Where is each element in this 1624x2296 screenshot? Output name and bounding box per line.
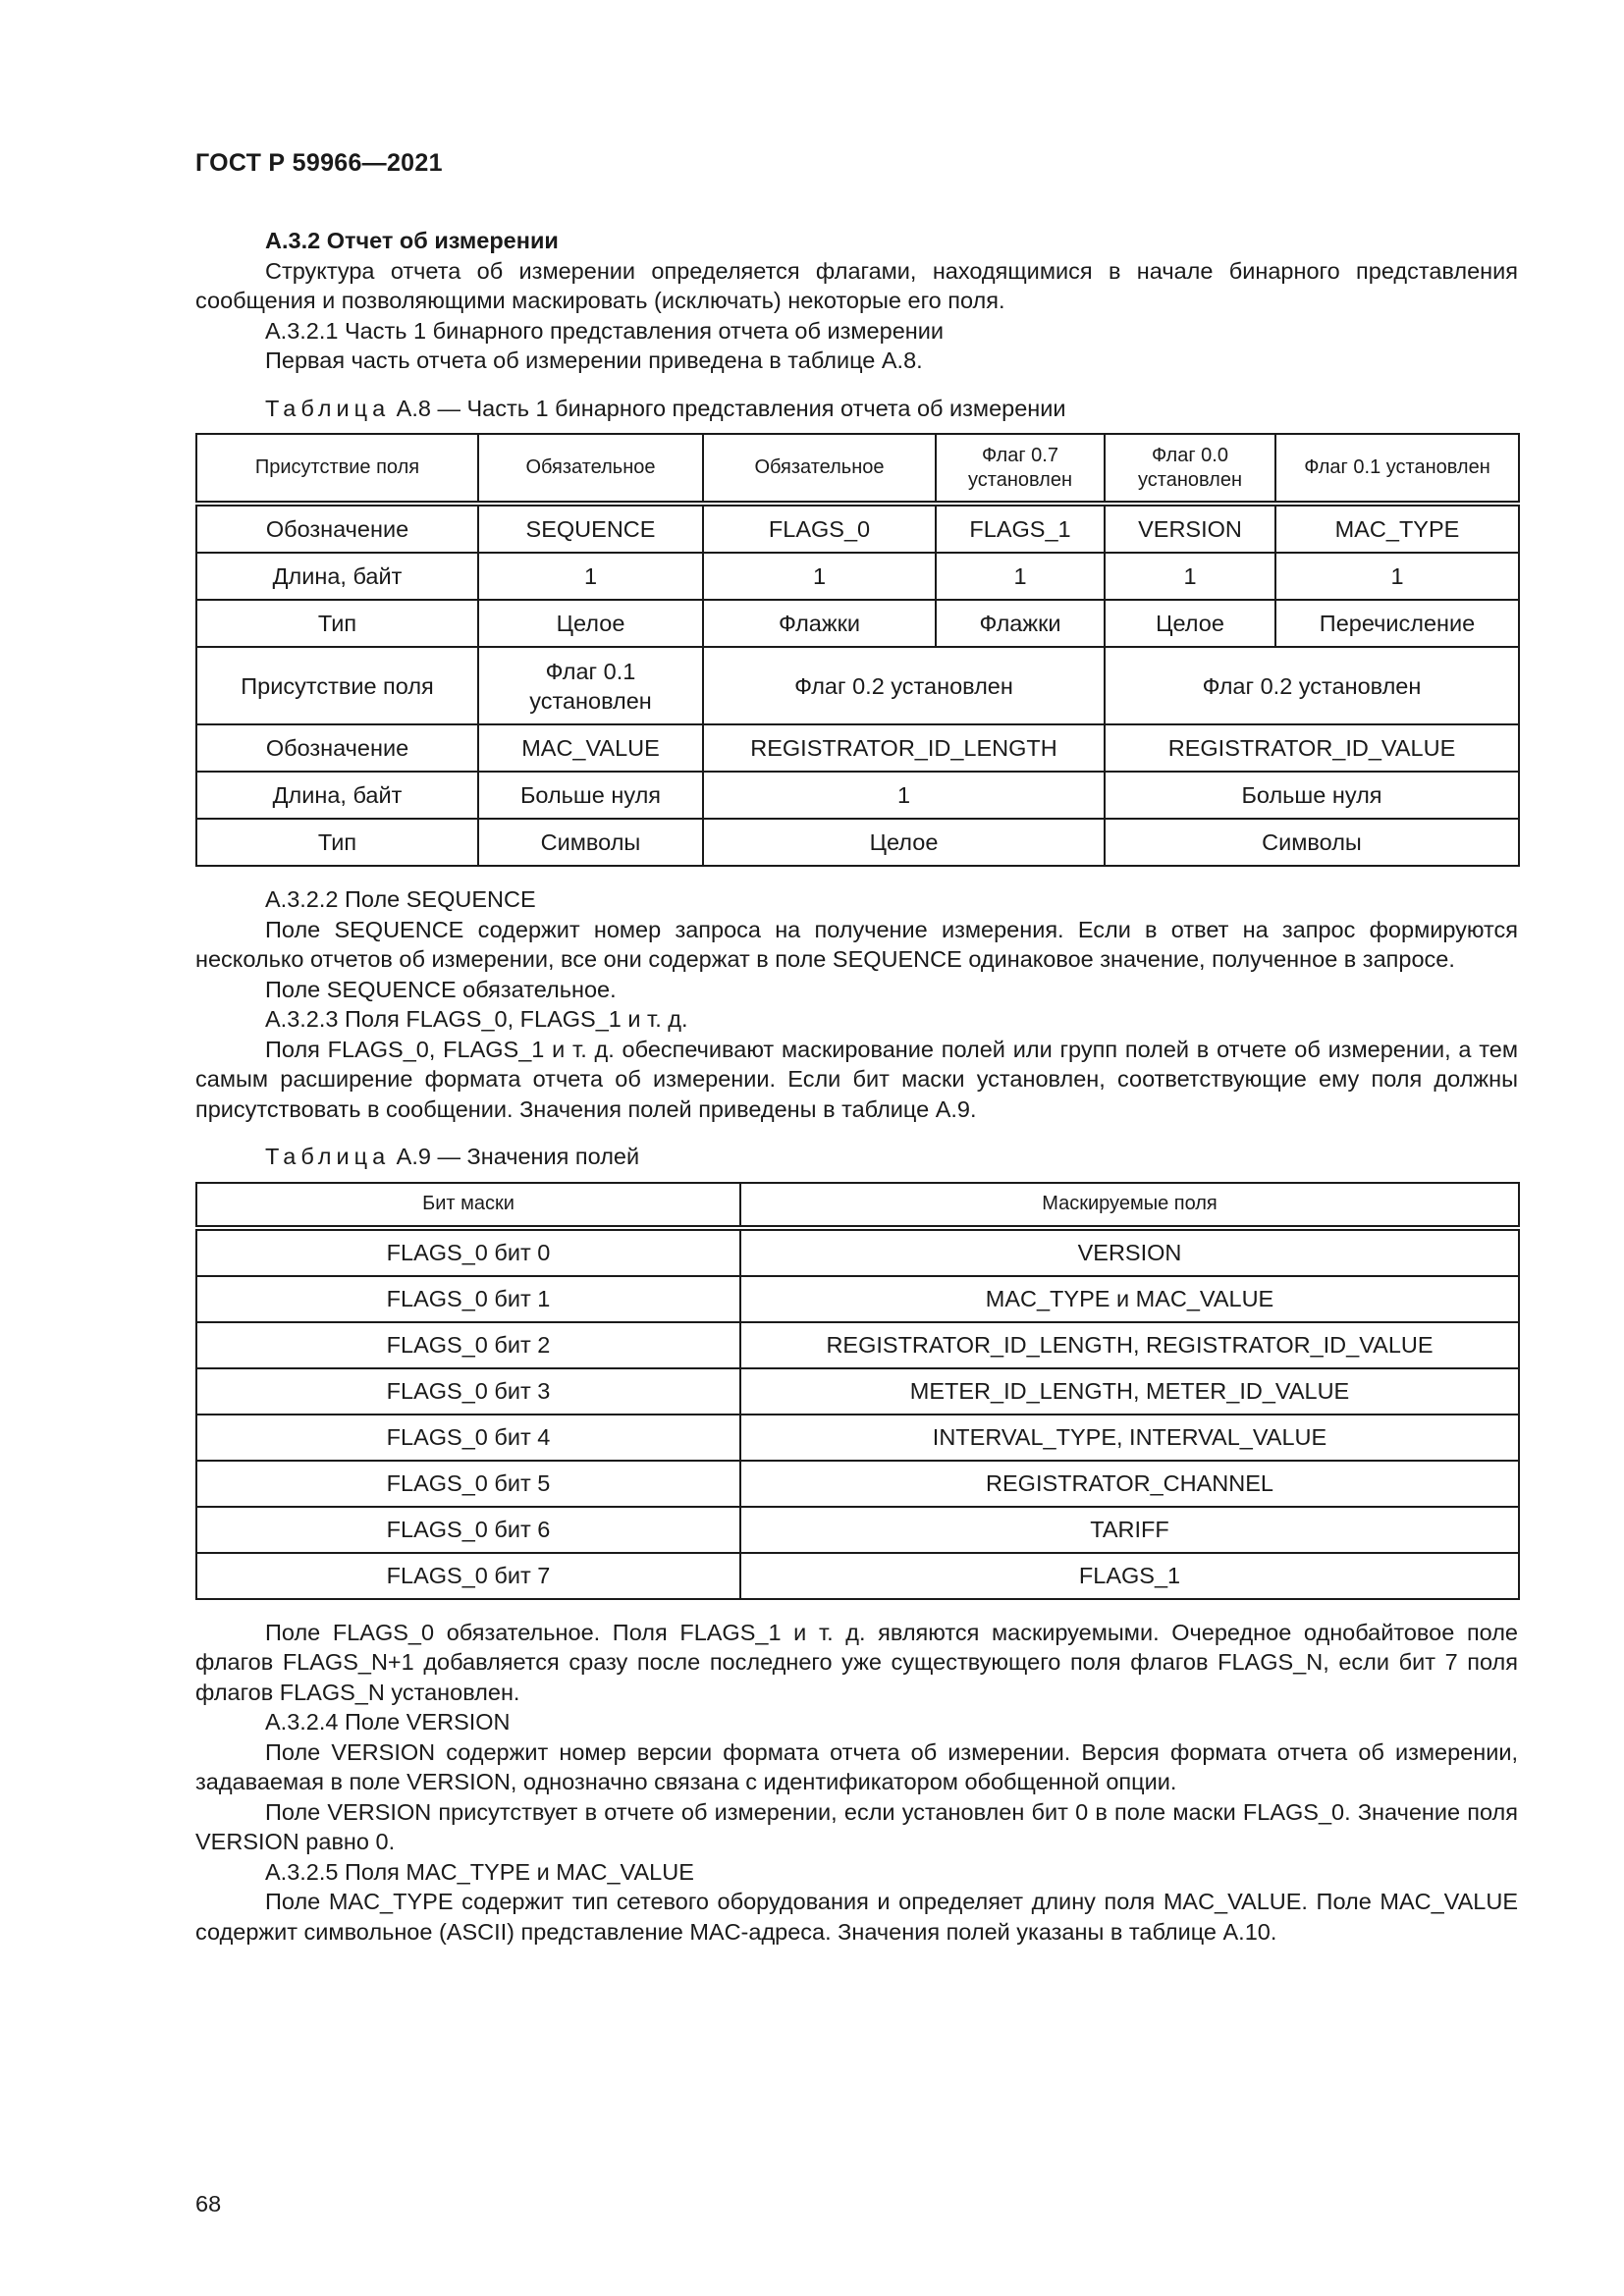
paragraph: Поле SEQUENCE содержит номер запроса на получение измерения. Если в ответ на запрос формируются несколько отчетов об измерении, все они содержат в поле SEQUENCE одинаковое значение, полученное в запросе. xyxy=(195,916,1518,972)
table-cell: Флажки xyxy=(703,600,936,647)
paragraph: Поля FLAGS_0, FLAGS_1 и т. д. обеспечивают маскирование полей или групп полей в отчете об измерении, а тем самым расширение формата отчета об измерении. Если бит маски установлен, соответствующие ему поля должны присутствовать в сообщении. Значения полей приведены в таблице А.9. xyxy=(195,1036,1518,1122)
table-cell: Символы xyxy=(1105,819,1519,866)
table-cell: Перечисление xyxy=(1275,600,1519,647)
table-cell: Присутствие поля xyxy=(196,647,478,724)
table-cell: REGISTRATOR_ID_LENGTH xyxy=(703,724,1105,772)
paragraph: Поле FLAGS_0 обязательное. Поля FLAGS_1 и т. д. являются маскируемыми. Очередное однобайтовое поле флагов FLAGS_N+1 добавляется сразу после последнего уже существующего поля флагов FLAGS_N, если бит 7 поля флагов FLAGS_N установлен. xyxy=(195,1619,1518,1705)
table-cell: Длина, байт xyxy=(196,772,478,819)
table-header-cell: Флаг 0.0 установлен xyxy=(1105,434,1275,504)
table-header-cell: Присутствие поля xyxy=(196,434,478,504)
paragraph: Поле MAC_TYPE содержит тип сетевого оборудования и определяет длину поля MAC_VALUE. Поле MAC_VALUE содержит символьное (ASCII) представление MAC-адреса. Значения полей указаны в таблице А.10. xyxy=(195,1889,1518,1945)
table-row xyxy=(196,553,1519,600)
table-a8-caption: Таблица А.8 — Часть 1 бинарного представления отчета об измерении xyxy=(265,395,1066,421)
table-cell: MAC_TYPE и MAC_VALUE xyxy=(740,1276,1519,1322)
table-row xyxy=(196,1276,1519,1322)
table-header-row xyxy=(196,1183,1519,1228)
table-row xyxy=(196,504,1519,553)
table-cell: FLAGS_0 бит 5 xyxy=(196,1461,740,1507)
table-cell: FLAGS_0 xyxy=(703,504,936,553)
table-cell: Символы xyxy=(478,819,703,866)
table-row xyxy=(196,1461,1519,1507)
table-row xyxy=(196,1553,1519,1599)
table-cell: Длина, байт xyxy=(196,553,478,600)
table-header-cell: Флаг 0.1 установлен xyxy=(1275,434,1519,504)
table-cell: REGISTRATOR_CHANNEL xyxy=(740,1461,1519,1507)
section-intro-paragraph: Структура отчета об измерении определяется флагами, находящимися в начале бинарного представления сообщения и позволяющими маскировать (исключать) некоторые его поля. xyxy=(195,257,1518,313)
table-row xyxy=(196,1322,1519,1368)
paragraph: Поле VERSION содержит номер версии формата отчета об измерении. Версия формата отчета об измерении, задаваемая в поле VERSION, однозначно связана с идентификатором обобщенной опции. xyxy=(195,1738,1518,1794)
document-code-header: ГОСТ Р 59966—2021 xyxy=(195,149,443,177)
table-header-cell: Обязательное xyxy=(703,434,936,504)
table-cell: Целое xyxy=(1105,600,1275,647)
table-cell: SEQUENCE xyxy=(478,504,703,553)
table-row xyxy=(196,647,1519,724)
table-header-cell: Маскируемые поля xyxy=(740,1183,1519,1228)
table-row xyxy=(196,600,1519,647)
table-cell: REGISTRATOR_ID_LENGTH, REGISTRATOR_ID_VALUE xyxy=(740,1322,1519,1368)
table-cell: 1 xyxy=(1105,553,1275,600)
table-cell: REGISTRATOR_ID_VALUE xyxy=(1105,724,1519,772)
table-row xyxy=(196,772,1519,819)
table-cell: 1 xyxy=(478,553,703,600)
table-row xyxy=(196,1507,1519,1553)
subsection-text: Первая часть отчета об измерении приведена в таблице А.8. xyxy=(265,347,923,373)
table-a8 xyxy=(195,433,1520,867)
table-cell: Целое xyxy=(478,600,703,647)
table-cell: TARIFF xyxy=(740,1507,1519,1553)
table-cell: Целое xyxy=(703,819,1105,866)
table-cell: MAC_TYPE xyxy=(1275,504,1519,553)
table-cell: Флажки xyxy=(936,600,1105,647)
subsection-title: А.3.2.3 Поля FLAGS_0, FLAGS_1 и т. д. xyxy=(265,1006,688,1032)
table-cell: Тип xyxy=(196,600,478,647)
table-cell: FLAGS_1 xyxy=(936,504,1105,553)
table-cell: 1 xyxy=(703,553,936,600)
table-cell: FLAGS_0 бит 3 xyxy=(196,1368,740,1415)
subsection-title: А.3.2.4 Поле VERSION xyxy=(265,1709,511,1735)
table-a9-caption: Таблица А.9 — Значения полей xyxy=(265,1144,640,1169)
subsection-title: А.3.2.5 Поля MAC_TYPE и MAC_VALUE xyxy=(265,1858,694,1885)
table-cell: Больше нуля xyxy=(1105,772,1519,819)
table-cell: Флаг 0.1 установлен xyxy=(478,647,703,724)
table-cell: Флаг 0.2 установлен xyxy=(1105,647,1519,724)
subsection-title: А.3.2.2 Поле SEQUENCE xyxy=(265,886,536,912)
table-header-cell: Флаг 0.7 установлен xyxy=(936,434,1105,504)
table-cell: Обозначение xyxy=(196,724,478,772)
table-cell: FLAGS_0 бит 4 xyxy=(196,1415,740,1461)
table-cell: FLAGS_0 бит 2 xyxy=(196,1322,740,1368)
table-cell: FLAGS_1 xyxy=(740,1553,1519,1599)
table-cell: Больше нуля xyxy=(478,772,703,819)
table-row xyxy=(196,724,1519,772)
table-cell: VERSION xyxy=(740,1228,1519,1276)
table-cell: Тип xyxy=(196,819,478,866)
paragraph: Поле VERSION присутствует в отчете об измерении, если установлен бит 0 в поле маски FLAGS_0. Значение поля VERSION равно 0. xyxy=(195,1798,1518,1854)
table-cell: FLAGS_0 бит 7 xyxy=(196,1553,740,1599)
section-title: А.3.2 Отчет об измерении xyxy=(265,228,559,253)
page-body xyxy=(195,226,1518,1947)
table-row xyxy=(196,1368,1519,1415)
paragraph: Поле SEQUENCE обязательное. xyxy=(265,976,617,1002)
table-row xyxy=(196,1415,1519,1461)
table-cell: INTERVAL_TYPE, INTERVAL_VALUE xyxy=(740,1415,1519,1461)
table-cell: FLAGS_0 бит 0 xyxy=(196,1228,740,1276)
table-header-cell: Бит маски xyxy=(196,1183,740,1228)
table-header-row xyxy=(196,434,1519,504)
table-cell: FLAGS_0 бит 1 xyxy=(196,1276,740,1322)
table-cell: 1 xyxy=(703,772,1105,819)
table-row xyxy=(196,819,1519,866)
subsection-title: А.3.2.1 Часть 1 бинарного представления отчета об измерении xyxy=(265,317,944,344)
table-cell: Обозначение xyxy=(196,504,478,553)
table-cell: VERSION xyxy=(1105,504,1275,553)
table-cell: MAC_VALUE xyxy=(478,724,703,772)
page-number: 68 xyxy=(195,2191,222,2216)
table-cell: 1 xyxy=(1275,553,1519,600)
table-cell: METER_ID_LENGTH, METER_ID_VALUE xyxy=(740,1368,1519,1415)
table-cell: FLAGS_0 бит 6 xyxy=(196,1507,740,1553)
table-cell: Флаг 0.2 установлен xyxy=(703,647,1105,724)
table-header-cell: Обязательное xyxy=(478,434,703,504)
table-a9 xyxy=(195,1182,1520,1600)
table-cell: 1 xyxy=(936,553,1105,600)
table-row xyxy=(196,1228,1519,1276)
